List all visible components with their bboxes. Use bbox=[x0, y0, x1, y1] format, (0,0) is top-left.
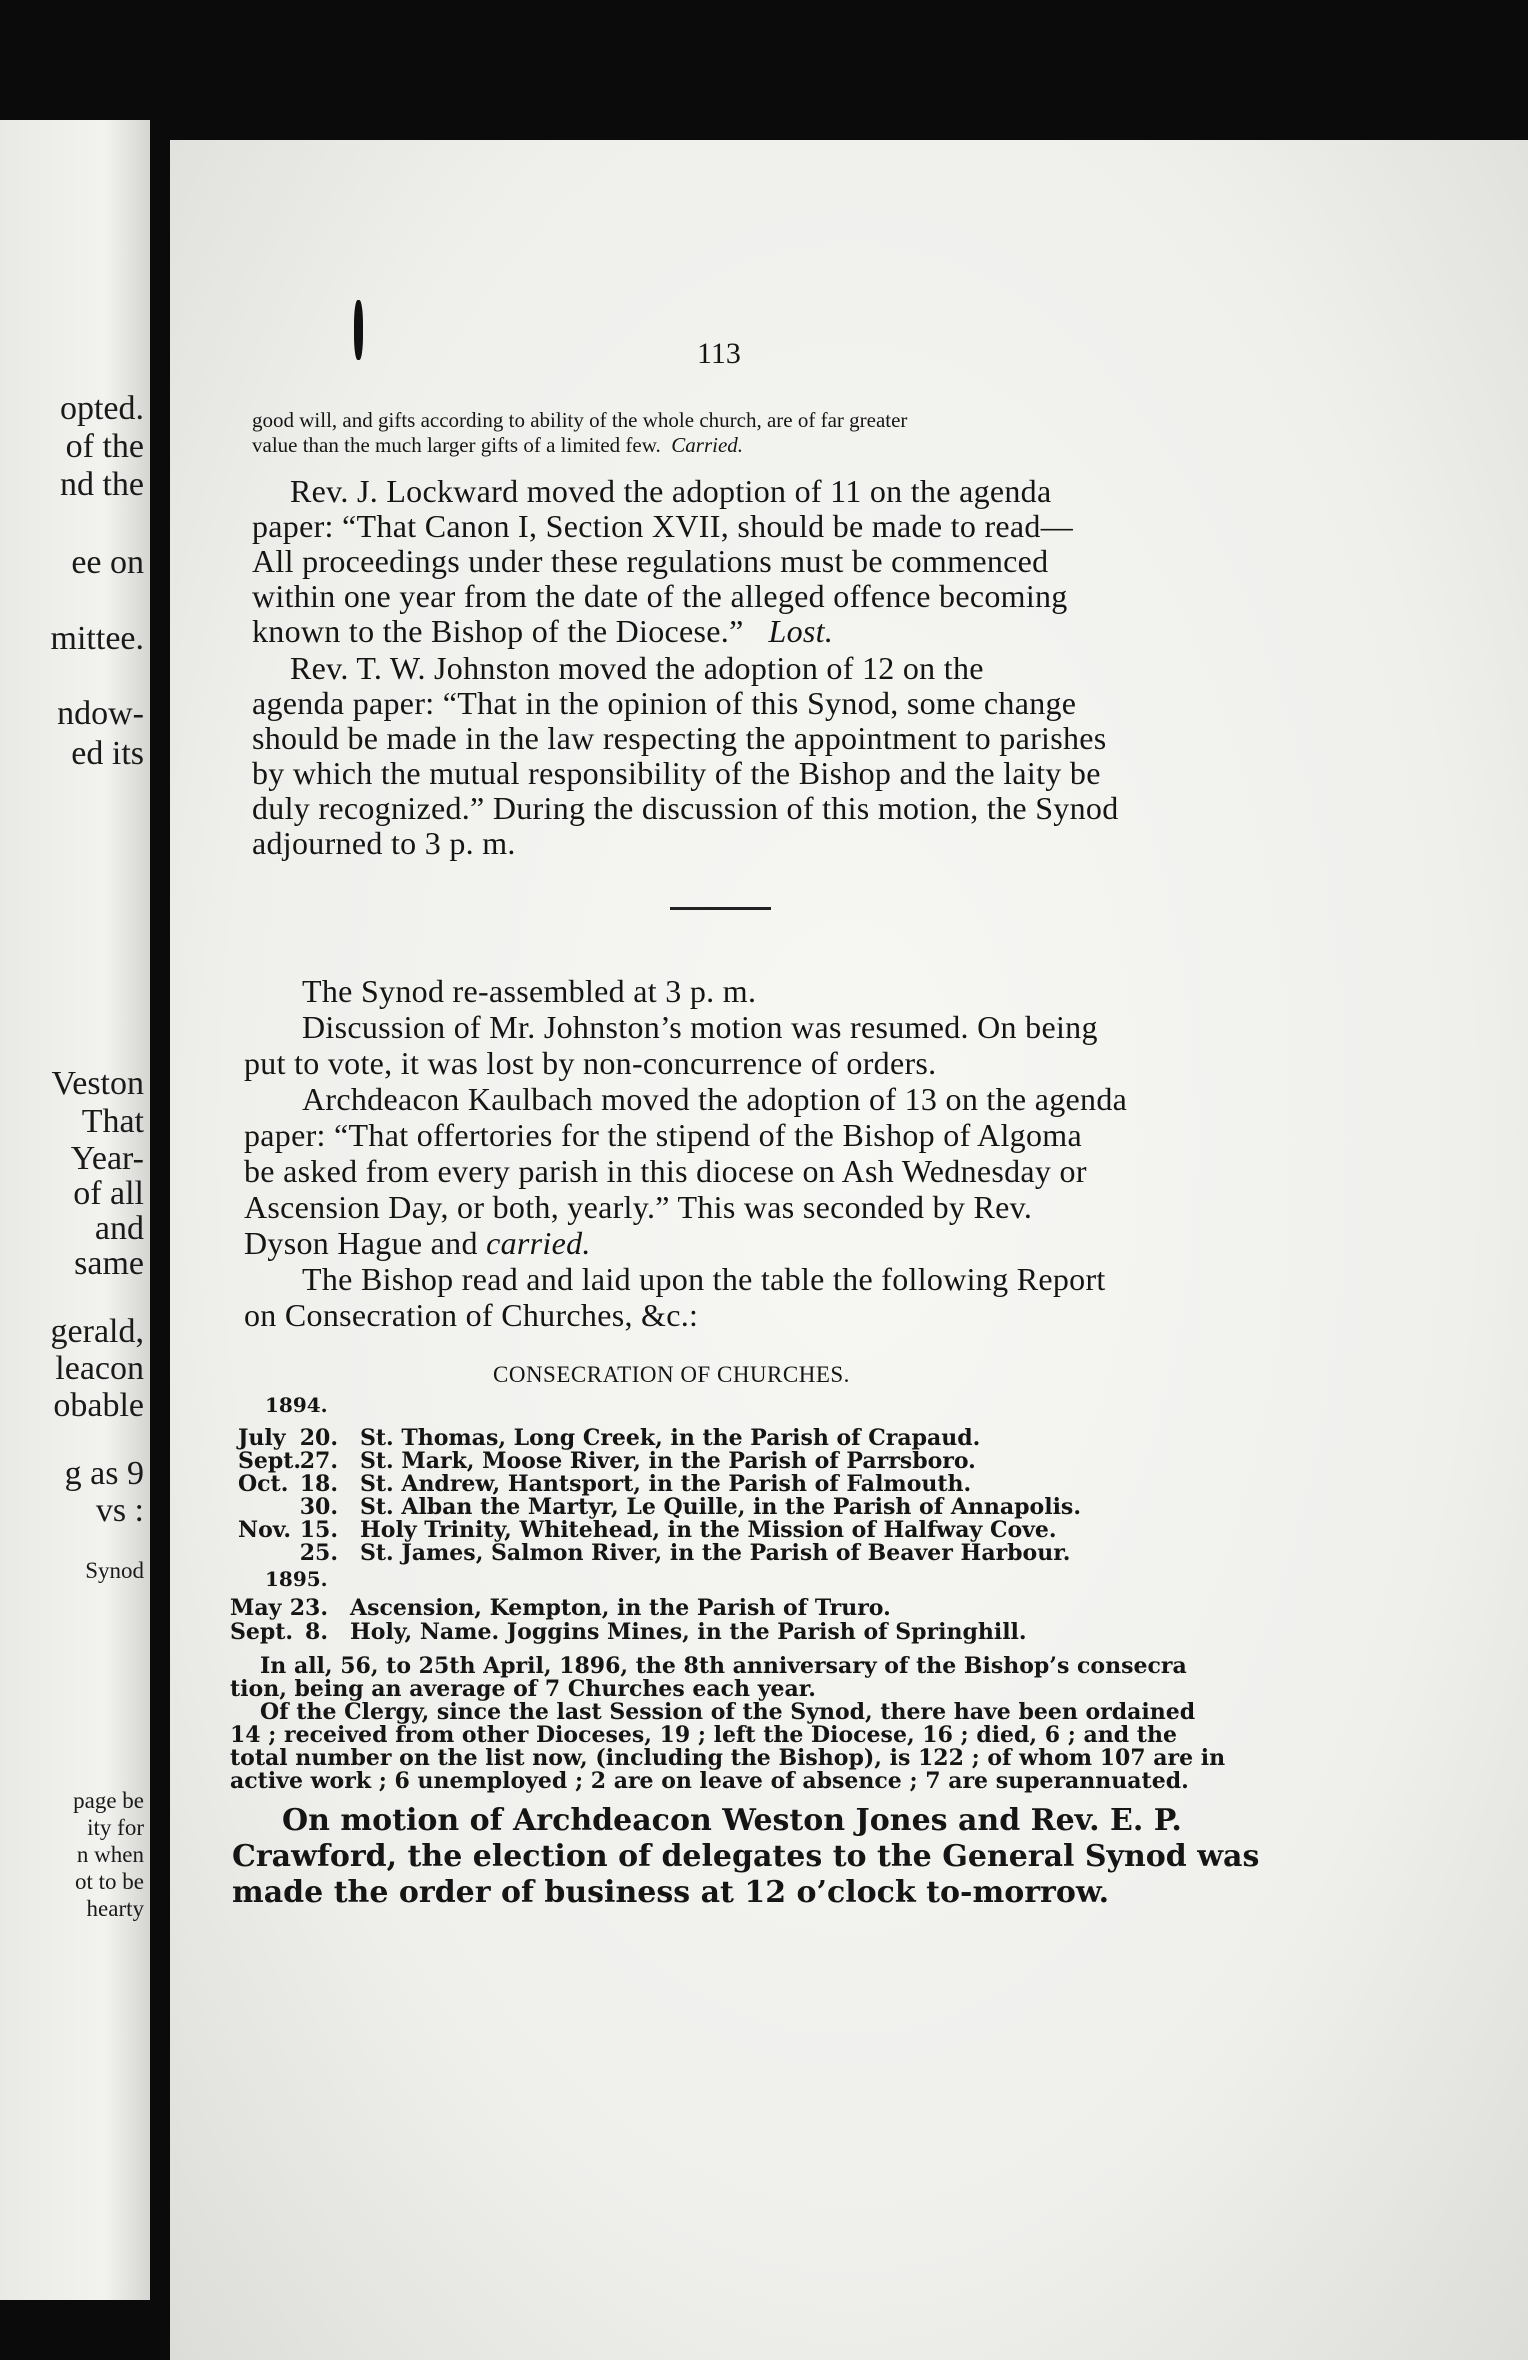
entry-text: Holy Trinity, Whitehead, in the Mission of Halfway Cove. bbox=[360, 1517, 1057, 1543]
page-number: 113 bbox=[697, 337, 741, 370]
intro-text: value than the much larger gifts of a limited few. bbox=[252, 433, 661, 457]
fragment-line: mittee. bbox=[50, 620, 144, 657]
fragment-line: obable bbox=[53, 1387, 144, 1424]
summary-line: Of the Clergy, since the last Session of the Synod, there have been ordained bbox=[260, 1699, 1196, 1725]
para1-lost: Lost. bbox=[768, 613, 834, 649]
para3-line bbox=[244, 1225, 591, 1262]
para3-line: paper: “That offertories for the stipend of the Bishop of Algoma bbox=[244, 1117, 1082, 1153]
main-page bbox=[170, 140, 1528, 2360]
fragment-line: same bbox=[74, 1245, 144, 1282]
final-line: On motion of Archdeacon Weston Jones and Rev. E. P. bbox=[282, 1803, 1182, 1838]
final-line: Crawford, the election of delegates to the General Synod was bbox=[232, 1839, 1260, 1874]
para1-line: paper: “That Canon I, Section XVII, should be made to read— bbox=[252, 508, 1074, 544]
summary-line: tion, being an average of 7 Churches each year. bbox=[230, 1676, 816, 1702]
summary-line: active work ; 6 unemployed ; 2 are on leave of absence ; 7 are superannuated. bbox=[230, 1768, 1189, 1794]
entry-text: St. Alban the Martyr, Le Quille, in the Parish of Annapolis. bbox=[360, 1494, 1081, 1520]
fragment-line: opted. bbox=[59, 390, 144, 427]
fragment-line: and bbox=[94, 1210, 144, 1247]
fragment-line: leacon bbox=[55, 1350, 144, 1387]
entry-text: St. James, Salmon River, in the Parish of Beaver Harbour. bbox=[360, 1540, 1071, 1566]
fragment-line: ee on bbox=[71, 544, 144, 581]
fragment-line: ed its bbox=[71, 735, 144, 772]
para3-line: Archdeacon Kaulbach moved the adoption of 13 on the agenda bbox=[302, 1081, 1128, 1117]
entry-day: 20. bbox=[299, 1425, 338, 1451]
fragment-line: hearty bbox=[86, 1896, 144, 1921]
entry-month: Oct. bbox=[238, 1471, 289, 1497]
entry-text: St. Andrew, Hantsport, in the Parish of Falmouth. bbox=[360, 1471, 972, 1497]
entry-day: 15. bbox=[299, 1517, 338, 1543]
summary-line: total number on the list now, (including the Bishop), is 122 ; of whom 107 are in bbox=[230, 1745, 1226, 1771]
para2-line: by which the mutual responsibility of the Bishop and the laity be bbox=[252, 755, 1101, 791]
entry-text: Ascension, Kempton, in the Parish of Truro. bbox=[350, 1595, 891, 1621]
fragment-line: of the bbox=[65, 428, 144, 465]
final-line: made the order of business at 12 o’clock to-morrow. bbox=[232, 1875, 1110, 1910]
fragment-line: That bbox=[81, 1103, 144, 1140]
entry-month: May bbox=[230, 1595, 282, 1621]
para3-text: Dyson Hague and bbox=[244, 1225, 478, 1261]
entry-day: 23. bbox=[289, 1595, 328, 1621]
intro-carried: Carried. bbox=[671, 433, 744, 457]
para2-line: adjourned to 3 p. m. bbox=[252, 825, 516, 861]
para3-line: Ascension Day, or both, yearly.” This was seconded by Rev. bbox=[244, 1189, 1033, 1225]
entry-day: 30. bbox=[299, 1494, 338, 1520]
entry-day: 8. bbox=[305, 1619, 328, 1645]
section-divider bbox=[670, 907, 771, 910]
fragment-line: n when bbox=[76, 1842, 144, 1867]
fragment-line: ity for bbox=[87, 1815, 144, 1840]
year-heading: 1894. bbox=[265, 1393, 328, 1417]
para1-line bbox=[252, 613, 833, 650]
para2-line: duly recognized.” During the discussion of this motion, the Synod bbox=[252, 790, 1119, 826]
fragment-line: page be bbox=[73, 1788, 144, 1813]
entry-month: Nov. bbox=[238, 1517, 292, 1543]
ink-blot bbox=[354, 300, 363, 360]
para3-carried: carried. bbox=[486, 1225, 591, 1261]
entry-month: Sept. bbox=[238, 1448, 302, 1474]
year-heading: 1895. bbox=[265, 1567, 328, 1591]
para1-line: Rev. J. Lockward moved the adoption of 11 on the agenda bbox=[290, 473, 1052, 509]
para2-line: agenda paper: “That in the opinion of this Synod, some change bbox=[252, 685, 1077, 721]
para3-line: The Bishop read and laid upon the table the following Report bbox=[302, 1261, 1106, 1297]
consecration-title: CONSECRATION OF CHURCHES. bbox=[493, 1362, 850, 1387]
entry-text: St. Thomas, Long Creek, in the Parish of Crapaud. bbox=[360, 1425, 981, 1451]
fragment-line: nd the bbox=[59, 466, 144, 503]
summary-line: In all, 56, to 25th April, 1896, the 8th anniversary of the Bishop’s consecra bbox=[260, 1653, 1187, 1679]
fragment-line: gerald, bbox=[50, 1313, 144, 1350]
entry-text: St. Mark, Moose River, in the Parish of Parrsboro. bbox=[360, 1448, 976, 1474]
fragment-line: ot to be bbox=[75, 1869, 144, 1894]
fragment-line: Veston bbox=[51, 1065, 144, 1102]
summary-line: 14 ; received from other Dioceses, 19 ; left the Diocese, 16 ; died, 6 ; and the bbox=[230, 1722, 1177, 1748]
para1-line: All proceedings under these regulations must be commenced bbox=[252, 543, 1049, 579]
entry-day: 18. bbox=[299, 1471, 338, 1497]
fragment-line: Year- bbox=[70, 1140, 144, 1177]
para2-line: should be made in the law respecting the appointment to parishes bbox=[252, 720, 1107, 756]
para3-line: put to vote, it was lost by non-concurrence of orders. bbox=[244, 1045, 937, 1081]
para3-line: Discussion of Mr. Johnston’s motion was resumed. On being bbox=[302, 1009, 1098, 1045]
fragment-line: Synod bbox=[85, 1558, 144, 1583]
entry-text: Holy, Name. Joggins Mines, in the Parish of Springhill. bbox=[350, 1619, 1027, 1645]
para3-line: on Consecration of Churches, &c.: bbox=[244, 1297, 699, 1333]
entry-day: 25. bbox=[299, 1540, 338, 1566]
entry-month: Sept. bbox=[230, 1619, 294, 1645]
para3-line: be asked from every parish in this diocese on Ash Wednesday or bbox=[244, 1153, 1087, 1189]
para3-line: The Synod re-assembled at 3 p. m. bbox=[302, 973, 757, 1009]
intro-line: good will, and gifts according to ability of the whole church, are of far greater bbox=[252, 408, 908, 432]
fragment-line: ndow- bbox=[57, 695, 144, 732]
para1-text: known to the Bishop of the Diocese.” bbox=[252, 613, 744, 649]
fragment-line: of all bbox=[73, 1175, 144, 1212]
fragment-line: vs : bbox=[95, 1492, 144, 1529]
para1-line: within one year from the date of the alleged offence becoming bbox=[252, 578, 1068, 614]
entry-month: July bbox=[238, 1425, 286, 1451]
fragment-line: g as 9 bbox=[64, 1455, 144, 1492]
intro-line bbox=[252, 433, 743, 458]
entry-day: 27. bbox=[299, 1448, 338, 1474]
left-page-fragment bbox=[0, 120, 150, 2300]
para2-line: Rev. T. W. Johnston moved the adoption of 12 on the bbox=[290, 650, 984, 686]
